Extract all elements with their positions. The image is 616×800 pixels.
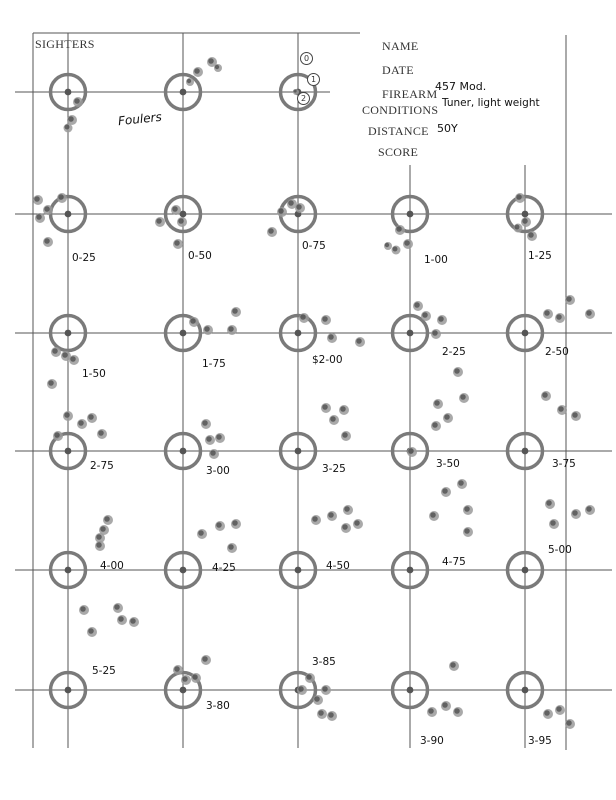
bullet-hole: [215, 433, 225, 443]
target-025-center: [65, 211, 72, 218]
bullet-hole: [227, 325, 237, 335]
target-label: 3-00: [206, 465, 230, 477]
target-395-center: [522, 687, 529, 694]
target-label: 1-75: [202, 358, 226, 370]
bullet-hole: [555, 705, 565, 715]
bullet-hole: [384, 242, 392, 250]
bullet-hole: [77, 419, 87, 429]
bullet-hole: [514, 224, 523, 233]
bullet-hole: [317, 709, 327, 719]
bullet-hole: [95, 541, 105, 551]
bullet-hole: [463, 505, 473, 515]
bullet-hole: [565, 295, 575, 305]
bullet-hole: [191, 673, 201, 683]
bullet-hole: [321, 403, 331, 413]
bullet-hole: [329, 415, 339, 425]
bullet-hole: [321, 315, 331, 325]
bullet-hole: [431, 329, 441, 339]
target-label: 3-85: [312, 656, 336, 668]
target-250-center: [522, 330, 529, 337]
target-label: 1-00: [424, 254, 448, 266]
bullet-hole: [355, 337, 365, 347]
bullet-hole: [43, 205, 53, 215]
sighter-marker-0: 0: [300, 52, 313, 65]
bullet-hole: [173, 239, 183, 249]
bullet-hole: [79, 605, 89, 615]
target-500-center: [522, 567, 529, 574]
bullet-hole: [67, 115, 77, 125]
bullet-hole: [427, 707, 437, 717]
bullet-hole: [193, 67, 203, 77]
bullet-hole: [51, 347, 61, 357]
bullet-hole: [557, 405, 567, 415]
bullet-hole: [267, 227, 277, 237]
bullet-hole: [413, 301, 423, 311]
target-label: 3-50: [436, 458, 460, 470]
target-label: 2-25: [442, 346, 466, 358]
target-label: $2-00: [312, 354, 343, 366]
bullet-hole: [171, 205, 181, 215]
bullet-hole: [565, 719, 575, 729]
conditions-label: CONDITIONS: [362, 103, 439, 117]
bullet-hole: [453, 367, 463, 377]
bullet-hole: [443, 413, 453, 423]
target-125-center: [522, 211, 529, 218]
bullet-hole: [113, 603, 123, 613]
bullet-hole: [203, 325, 213, 335]
bullet-hole: [57, 193, 67, 203]
target-label: 0-75: [302, 240, 326, 252]
bullet-hole: [53, 431, 63, 441]
bullet-hole: [459, 393, 469, 403]
target-400-center: [65, 567, 72, 574]
bullet-hole: [181, 675, 191, 685]
target-475-center: [407, 567, 414, 574]
score-label: SCORE: [378, 145, 419, 159]
bullet-hole: [103, 515, 113, 525]
sighter-marker-2: 2: [297, 92, 310, 105]
target-label: 1-25: [528, 250, 552, 262]
target-300-center: [180, 448, 187, 455]
bullet-hole: [433, 399, 443, 409]
bullet-hole: [305, 673, 315, 683]
bullet-hole: [321, 685, 331, 695]
bullet-hole: [155, 217, 165, 227]
bullet-hole: [227, 543, 237, 553]
bullet-hole: [541, 391, 551, 401]
bullet-hole: [327, 511, 337, 521]
bullet-hole: [35, 213, 45, 223]
target-450-center: [295, 567, 302, 574]
bullet-hole: [47, 379, 57, 389]
distance-value: 50Y: [437, 122, 458, 135]
target-425-center: [180, 567, 187, 574]
bullet-hole: [129, 617, 139, 627]
bullet-hole: [87, 627, 97, 637]
target-390-center: [407, 687, 414, 694]
bullet-hole: [189, 317, 199, 327]
bullet-hole: [63, 411, 73, 421]
target-label: 4-50: [326, 560, 350, 572]
bullet-hole: [341, 431, 351, 441]
sighter-target-0-center: [65, 89, 72, 96]
bullet-hole: [97, 429, 107, 439]
bullet-hole: [311, 515, 321, 525]
bullet-hole: [515, 193, 525, 203]
bullet-hole: [295, 203, 305, 213]
bullet-hole: [297, 685, 307, 695]
bullet-hole: [197, 529, 207, 539]
bullet-hole: [437, 315, 447, 325]
target-375-center: [522, 448, 529, 455]
bullet-hole: [429, 511, 439, 521]
bullet-hole: [214, 64, 222, 72]
sighter-marker-1: 1: [307, 73, 320, 86]
target-380-center: [180, 687, 187, 694]
bullet-hole: [585, 505, 595, 515]
bullet-hole: [441, 487, 451, 497]
bullet-hole: [231, 307, 241, 317]
target-100-center: [407, 211, 414, 218]
bullet-hole: [231, 519, 241, 529]
bullet-hole: [571, 509, 581, 519]
bullet-hole: [205, 435, 215, 445]
bullet-hole: [341, 523, 351, 533]
conditions-value: Tuner, light weight: [442, 97, 540, 109]
sighter-target-1-center: [180, 89, 187, 96]
target-150-center: [65, 330, 72, 337]
date-label: DATE: [382, 63, 414, 77]
bullet-hole: [441, 701, 451, 711]
bullet-hole: [327, 333, 337, 343]
foulers-note: Foulers: [117, 109, 163, 129]
firearm-label: FIREARM: [382, 87, 438, 101]
bullet-hole: [87, 413, 97, 423]
bullet-hole: [543, 709, 553, 719]
bullet-hole: [313, 695, 323, 705]
target-label: 3-90: [420, 735, 444, 747]
bullet-hole: [73, 97, 83, 107]
bullet-hole: [177, 217, 187, 227]
bullet-hole: [277, 207, 287, 217]
bullet-hole: [521, 217, 531, 227]
bullet-hole: [453, 707, 463, 717]
target-label: 3-80: [206, 700, 230, 712]
bullet-hole: [549, 519, 559, 529]
bullet-hole: [395, 225, 405, 235]
bullet-hole: [457, 479, 467, 489]
bullet-hole: [117, 615, 127, 625]
target-label: 0-50: [188, 250, 212, 262]
bullet-hole: [327, 711, 337, 721]
bullet-hole: [585, 309, 595, 319]
bullet-hole: [545, 499, 555, 509]
bullet-hole: [186, 78, 194, 86]
bullet-hole: [299, 313, 309, 323]
target-label: 3-95: [528, 735, 552, 747]
distance-label: DISTANCE: [368, 124, 429, 138]
target-label: 5-00: [548, 544, 572, 556]
bullet-hole: [392, 246, 401, 255]
bullet-hole: [201, 655, 211, 665]
bullet-hole: [431, 421, 441, 431]
target-200-center: [295, 330, 302, 337]
target-325-center: [295, 448, 302, 455]
bullet-hole: [527, 231, 537, 241]
target-label: 2-75: [90, 460, 114, 472]
target-225-center: [407, 330, 414, 337]
target-label: 4-25: [212, 562, 236, 574]
bullet-hole: [403, 239, 413, 249]
target-label: 4-00: [100, 560, 124, 572]
target-label: 2-50: [545, 346, 569, 358]
target-label: 1-50: [82, 368, 106, 380]
bullet-hole: [209, 449, 219, 459]
target-275-center: [65, 448, 72, 455]
bullet-hole: [421, 311, 431, 321]
firearm-value: 457 Mod.: [435, 80, 487, 93]
target-525-center: [65, 687, 72, 694]
bullet-hole: [33, 195, 43, 205]
bullet-hole: [43, 237, 53, 247]
name-label: NAME: [382, 39, 419, 53]
bullet-hole: [571, 411, 581, 421]
bullet-hole: [69, 355, 79, 365]
bullet-hole: [449, 661, 459, 671]
sighters-label: SIGHTERS: [35, 37, 95, 51]
bullet-hole: [353, 519, 363, 529]
target-label: 0-25: [72, 252, 96, 264]
bullet-hole: [407, 447, 417, 457]
bullet-hole: [343, 505, 353, 515]
target-175-center: [180, 330, 187, 337]
bullet-hole: [339, 405, 349, 415]
bullet-hole: [173, 665, 183, 675]
bullet-hole: [201, 419, 211, 429]
bullet-hole: [543, 309, 553, 319]
bullet-hole: [215, 521, 225, 531]
bullet-hole: [463, 527, 473, 537]
target-label: 4-75: [442, 556, 466, 568]
bullet-hole: [555, 313, 565, 323]
target-label: 3-75: [552, 458, 576, 470]
target-label: 5-25: [92, 665, 116, 677]
target-label: 3-25: [322, 463, 346, 475]
bullet-hole: [64, 124, 73, 133]
